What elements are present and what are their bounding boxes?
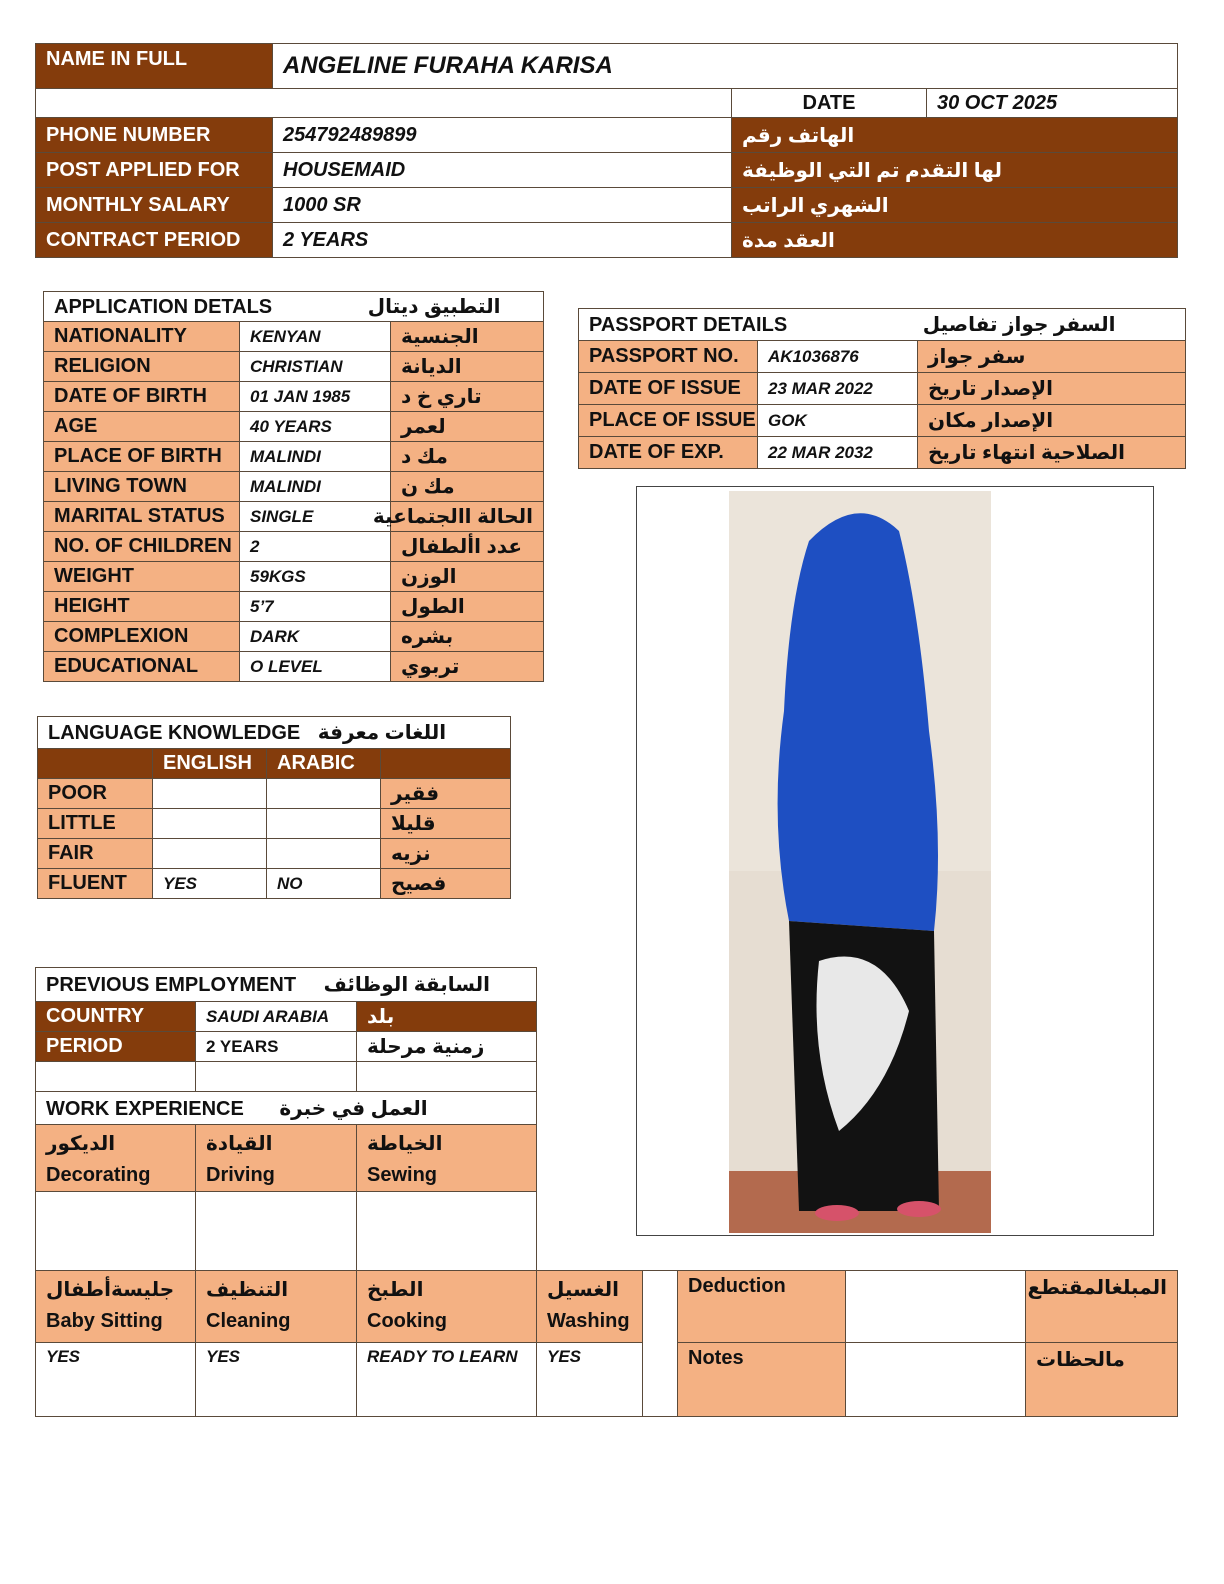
field-value: 01 JAN 1985: [240, 382, 391, 412]
language-title-en: LANGUAGE KNOWLEDGE: [48, 722, 301, 744]
skill-en: Driving: [206, 1164, 275, 1186]
application-title-ar: التطبيق ديتال: [367, 296, 501, 318]
skills-bottom-table: [35, 1270, 643, 1417]
skill-en: Baby Sitting: [46, 1310, 163, 1332]
field-label: MARITAL STATUS: [44, 502, 240, 532]
field-arabic: لعمر: [391, 412, 544, 442]
phone-value: 254792489899: [273, 118, 732, 153]
language-level-arabic: فقير: [381, 779, 511, 809]
field-value: 40 YEARS: [240, 412, 391, 442]
blank-cell: [36, 1062, 196, 1092]
skill-ar: الخياطة: [367, 1133, 443, 1155]
field-label: EDUCATIONAL: [44, 652, 240, 682]
field-arabic: تربوي: [391, 652, 544, 682]
phone-label: PHONE NUMBER: [36, 118, 273, 153]
contract-value: 2 YEARS: [273, 223, 732, 258]
experience-title: [36, 1092, 537, 1125]
english-value: [153, 809, 267, 839]
skill-driving: [196, 1125, 357, 1192]
notes-arabic: مالحظات: [1026, 1343, 1178, 1417]
passport-field-arabic: الصلاحية انتهاء تاريخ: [918, 437, 1186, 469]
skill-baby-sitting: [36, 1271, 196, 1343]
employment-title-ar: السابقة الوظائف: [323, 974, 490, 996]
field-value: DARK: [240, 622, 391, 652]
field-arabic: الجنسية: [391, 322, 544, 352]
salary-label: MONTHLY SALARY: [36, 188, 273, 223]
arabic-value: [267, 839, 381, 869]
employment-title-en: PREVIOUS EMPLOYMENT: [46, 974, 297, 996]
language-level-arabic: نزيه: [381, 839, 511, 869]
passport-field-label: PASSPORT NO.: [579, 341, 758, 373]
period-arabic: زمنية مرحلة: [357, 1032, 537, 1062]
field-label: WEIGHT: [44, 562, 240, 592]
skill-ar: الطبخ: [367, 1279, 424, 1301]
date-value: 30 OCT 2025: [927, 89, 1178, 118]
deduction-arabic: المبلغالمقتطع: [1026, 1271, 1178, 1343]
field-value: SINGLE: [240, 502, 391, 532]
period-label: PERIOD: [36, 1032, 196, 1062]
blank-cell: [357, 1192, 537, 1276]
field-label: COMPLEXION: [44, 622, 240, 652]
employment-table: [35, 967, 537, 1276]
country-value: SAUDI ARABIA: [196, 1002, 357, 1032]
field-arabic: مك ن: [391, 472, 544, 502]
field-value: KENYAN: [240, 322, 391, 352]
passport-title-en: PASSPORT DETAILS: [589, 314, 788, 336]
arabic-value: [267, 779, 381, 809]
passport-field-value: 23 MAR 2022: [758, 373, 918, 405]
spacer-cell: [643, 1271, 678, 1417]
arabic-value: [267, 809, 381, 839]
skill-ar: الديكور: [46, 1133, 116, 1155]
passport-details-table: [578, 308, 1186, 469]
employment-title: [36, 968, 537, 1002]
blank-cell: [357, 1062, 537, 1092]
country-label: COUNTRY: [36, 1002, 196, 1032]
header-table: [35, 43, 1178, 258]
name-label: NAME IN FULL: [36, 44, 273, 89]
notes-value: [846, 1343, 1026, 1417]
post-label: POST APPLIED FOR: [36, 153, 273, 188]
passport-field-label: PLACE OF ISSUE: [579, 405, 758, 437]
applicant-photo: [729, 491, 991, 1233]
baby-sitting-value: YES: [36, 1343, 196, 1417]
application-details-table: [43, 291, 544, 682]
field-arabic: الطول: [391, 592, 544, 622]
language-level: POOR: [38, 779, 153, 809]
field-arabic: عدد األطفال: [391, 532, 544, 562]
language-header-blank-2: [381, 749, 511, 779]
english-value: [153, 779, 267, 809]
notes-label: Notes: [678, 1343, 846, 1417]
field-label: NO. OF CHILDREN: [44, 532, 240, 562]
field-value: MALINDI: [240, 472, 391, 502]
blank-cell: [36, 89, 732, 118]
skill-sewing: [357, 1125, 537, 1192]
contract-arabic: العقد مدة: [732, 223, 1178, 258]
passport-field-value: 22 MAR 2032: [758, 437, 918, 469]
passport-field-arabic: سفر جواز: [918, 341, 1186, 373]
skill-washing: [537, 1271, 643, 1343]
experience-title-ar: العمل في خبرة: [279, 1097, 428, 1120]
skill-en: Cooking: [367, 1310, 447, 1332]
skill-cleaning: [196, 1271, 357, 1343]
field-arabic: مك د: [391, 442, 544, 472]
field-label: AGE: [44, 412, 240, 442]
language-title-ar: اللغات معرفة: [317, 722, 447, 744]
post-arabic: لها التقدم تم التي الوظيفة: [732, 153, 1178, 188]
field-label: NATIONALITY: [44, 322, 240, 352]
language-title: [38, 717, 511, 749]
field-arabic: بشره: [391, 622, 544, 652]
deduction-table: [642, 1270, 1178, 1417]
phone-arabic: الهاتف رقم: [732, 118, 1178, 153]
blank-cell: [196, 1192, 357, 1276]
passport-field-value: AK1036876: [758, 341, 918, 373]
passport-title: [579, 309, 1186, 341]
name-value: ANGELINE FURAHA KARISA: [273, 44, 1178, 89]
passport-field-value: GOK: [758, 405, 918, 437]
field-label: LIVING TOWN: [44, 472, 240, 502]
passport-field-arabic: الإصدار مكان: [918, 405, 1186, 437]
skill-ar: القيادة: [206, 1133, 273, 1155]
deduction-label: Deduction: [678, 1271, 846, 1343]
field-value: CHRISTIAN: [240, 352, 391, 382]
field-label: RELIGION: [44, 352, 240, 382]
skill-en: Sewing: [367, 1164, 438, 1186]
skill-cooking: [357, 1271, 537, 1343]
field-value: 5’7: [240, 592, 391, 622]
field-value: 2: [240, 532, 391, 562]
field-label: DATE OF BIRTH: [44, 382, 240, 412]
salary-arabic: الشهري الراتب: [732, 188, 1178, 223]
field-label: HEIGHT: [44, 592, 240, 622]
field-arabic: الديانة: [391, 352, 544, 382]
passport-field-arabic: الإصدار تاريخ: [918, 373, 1186, 405]
skill-decorating: [36, 1125, 196, 1192]
skill-ar: الغسيل: [547, 1279, 620, 1301]
period-value: 2 YEARS: [196, 1032, 357, 1062]
language-level: LITTLE: [38, 809, 153, 839]
skill-en: Decorating: [46, 1164, 151, 1186]
date-label: DATE: [732, 89, 927, 118]
english-value: [153, 839, 267, 869]
skill-ar: جليسةأطفال: [46, 1279, 175, 1301]
field-arabic: تاري خ د: [391, 382, 544, 412]
field-value: MALINDI: [240, 442, 391, 472]
field-arabic: الوزن: [391, 562, 544, 592]
language-col-arabic: ARABIC: [267, 749, 381, 779]
language-level: FLUENT: [38, 869, 153, 899]
arabic-value: NO: [267, 869, 381, 899]
english-value: YES: [153, 869, 267, 899]
deduction-value: [846, 1271, 1026, 1343]
language-level-arabic: فصيح: [381, 869, 511, 899]
language-level-arabic: قليلا: [381, 809, 511, 839]
field-value: 59KGS: [240, 562, 391, 592]
photo-frame: [636, 486, 1154, 1236]
country-arabic: بلد: [357, 1002, 537, 1032]
passport-field-label: DATE OF EXP.: [579, 437, 758, 469]
skill-en: Washing: [547, 1310, 630, 1332]
application-title: [44, 292, 544, 322]
skill-ar: التنظيف: [206, 1279, 289, 1301]
experience-title-en: WORK EXPERIENCE: [46, 1097, 244, 1120]
language-level: FAIR: [38, 839, 153, 869]
cleaning-value: YES: [196, 1343, 357, 1417]
blank-cell: [196, 1062, 357, 1092]
skill-en: Cleaning: [206, 1310, 291, 1332]
salary-value: 1000 SR: [273, 188, 732, 223]
contract-label: CONTRACT PERIOD: [36, 223, 273, 258]
language-header-blank: [38, 749, 153, 779]
language-col-english: ENGLISH: [153, 749, 267, 779]
cooking-value: READY TO LEARN: [357, 1343, 537, 1417]
passport-title-ar: السفر جواز تفاصيل: [922, 314, 1116, 336]
language-knowledge-table: [37, 716, 511, 899]
field-value: O LEVEL: [240, 652, 391, 682]
passport-field-label: DATE OF ISSUE: [579, 373, 758, 405]
application-title-en: APPLICATION DETALS: [54, 296, 273, 318]
field-arabic: الحالة االجتماعية: [391, 502, 544, 532]
field-label: PLACE OF BIRTH: [44, 442, 240, 472]
blank-cell: [36, 1192, 196, 1276]
post-value: HOUSEMAID: [273, 153, 732, 188]
washing-value: YES: [537, 1343, 643, 1417]
